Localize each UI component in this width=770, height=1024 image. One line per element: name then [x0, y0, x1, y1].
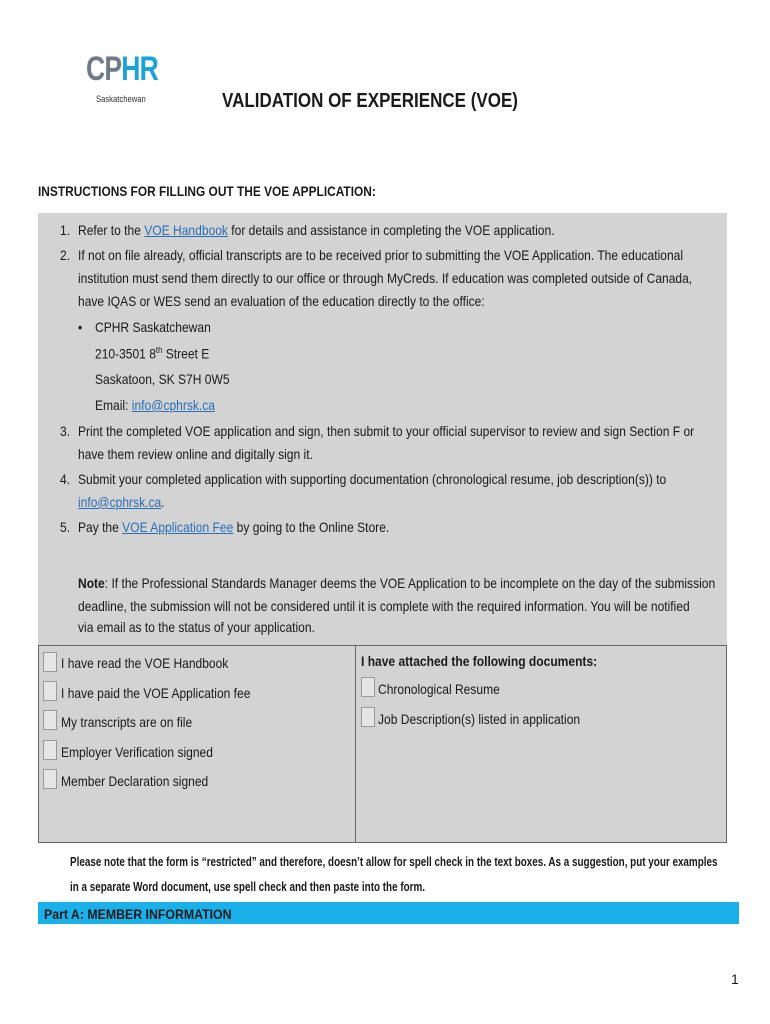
page-title: VALIDATION OF EXPERIENCE (VOE): [222, 90, 518, 112]
item-number: 1.: [60, 222, 71, 238]
page-number: 1: [731, 971, 739, 987]
checklist-label: I have paid the VOE Application fee: [61, 685, 251, 701]
checklist-label: Chronological Resume: [378, 681, 500, 697]
attached-documents-heading: I have attached the following documents:: [361, 653, 598, 669]
item-number: 4.: [60, 471, 71, 487]
note-line-3: via email as to the status of your application.: [78, 619, 315, 635]
item-number: 5.: [60, 519, 71, 535]
voe-handbook-link[interactable]: VOE Handbook: [144, 222, 228, 238]
instruction-item-5: Pay the VOE Application Fee by going to the Online Store.: [78, 519, 390, 535]
item-number: 3.: [60, 423, 71, 439]
checklist-divider: [355, 645, 356, 843]
checkbox-employer-verification[interactable]: [43, 740, 57, 760]
instruction-item-2-line-3: have IQAS or WES send an evaluation of the education directly to the office:: [78, 293, 485, 309]
instruction-item-1: Refer to the VOE Handbook for details and assistance in completing the VOE application.: [78, 222, 555, 238]
instruction-item-2-line-1: If not on file already, official transcripts are to be received prior to submitting the VOE Application. The educational: [78, 247, 684, 263]
address-city: Saskatoon, SK S7H 0W5: [95, 371, 230, 387]
instruction-item-4-line-2: info@cphrsk.ca.: [78, 494, 165, 510]
part-a-heading: Part A: MEMBER INFORMATION: [44, 906, 232, 922]
spellcheck-note-line-1: Please note that the form is “restricted” and therefore, doesn’t allow for spell check in the text boxes. As a suggestion, put your examples: [70, 854, 718, 869]
email-link[interactable]: info@cphrsk.ca: [78, 494, 162, 510]
item-number: 2.: [60, 247, 71, 263]
instructions-heading: INSTRUCTIONS FOR FILLING OUT THE VOE APPLICATION:: [38, 183, 376, 199]
address-org-name: CPHR Saskatchewan: [95, 319, 211, 335]
checkbox-read-handbook[interactable]: [43, 652, 57, 672]
note-line-2: deadline, the submission will not be considered until it is complete with the required information. You will be notified: [78, 598, 690, 614]
bullet: •: [78, 319, 83, 335]
checklist-label: My transcripts are on file: [61, 714, 193, 730]
checklist-label: Member Declaration signed: [61, 773, 209, 789]
checkbox-chronological-resume[interactable]: [361, 677, 375, 697]
address-email: Email: info@cphrsk.ca: [95, 397, 215, 413]
checklist-label: Employer Verification signed: [61, 744, 213, 760]
checkbox-paid-fee[interactable]: [43, 681, 57, 701]
instruction-item-3-line-1: Print the completed VOE application and sign, then submit to your official supervisor to review and sign Section F or: [78, 423, 695, 439]
checklist-label: Job Description(s) listed in application: [378, 711, 581, 727]
checkbox-member-declaration[interactable]: [43, 769, 57, 789]
voe-application-fee-link[interactable]: VOE Application Fee: [122, 519, 234, 535]
cphr-logo: [86, 52, 166, 108]
note-line-1: Note: If the Professional Standards Manager deems the VOE Application to be incomplete on the day of the submission: [78, 575, 716, 591]
checklist-label: I have read the VOE Handbook: [61, 655, 229, 671]
instruction-item-4-line-1: Submit your completed application with supporting documentation (chronological resume, job description(s)) to: [78, 471, 667, 487]
checkbox-transcripts[interactable]: [43, 710, 57, 730]
checkbox-job-description[interactable]: [361, 707, 375, 727]
address-street: 210-3501 8th Street E: [95, 345, 210, 362]
spellcheck-note-line-2: in a separate Word document, use spell check and then paste into the form.: [70, 879, 426, 894]
logo-wordmark: CPHR: [86, 50, 159, 88]
logo-subtitle: Saskatchewan: [96, 94, 146, 104]
instruction-item-3-line-2: have them review online and digitally sign it.: [78, 446, 313, 462]
email-link[interactable]: info@cphrsk.ca: [131, 397, 215, 413]
instruction-item-2-line-2: institution must send them directly to our office or through MyCreds. If education was completed outside of Canada,: [78, 270, 693, 286]
